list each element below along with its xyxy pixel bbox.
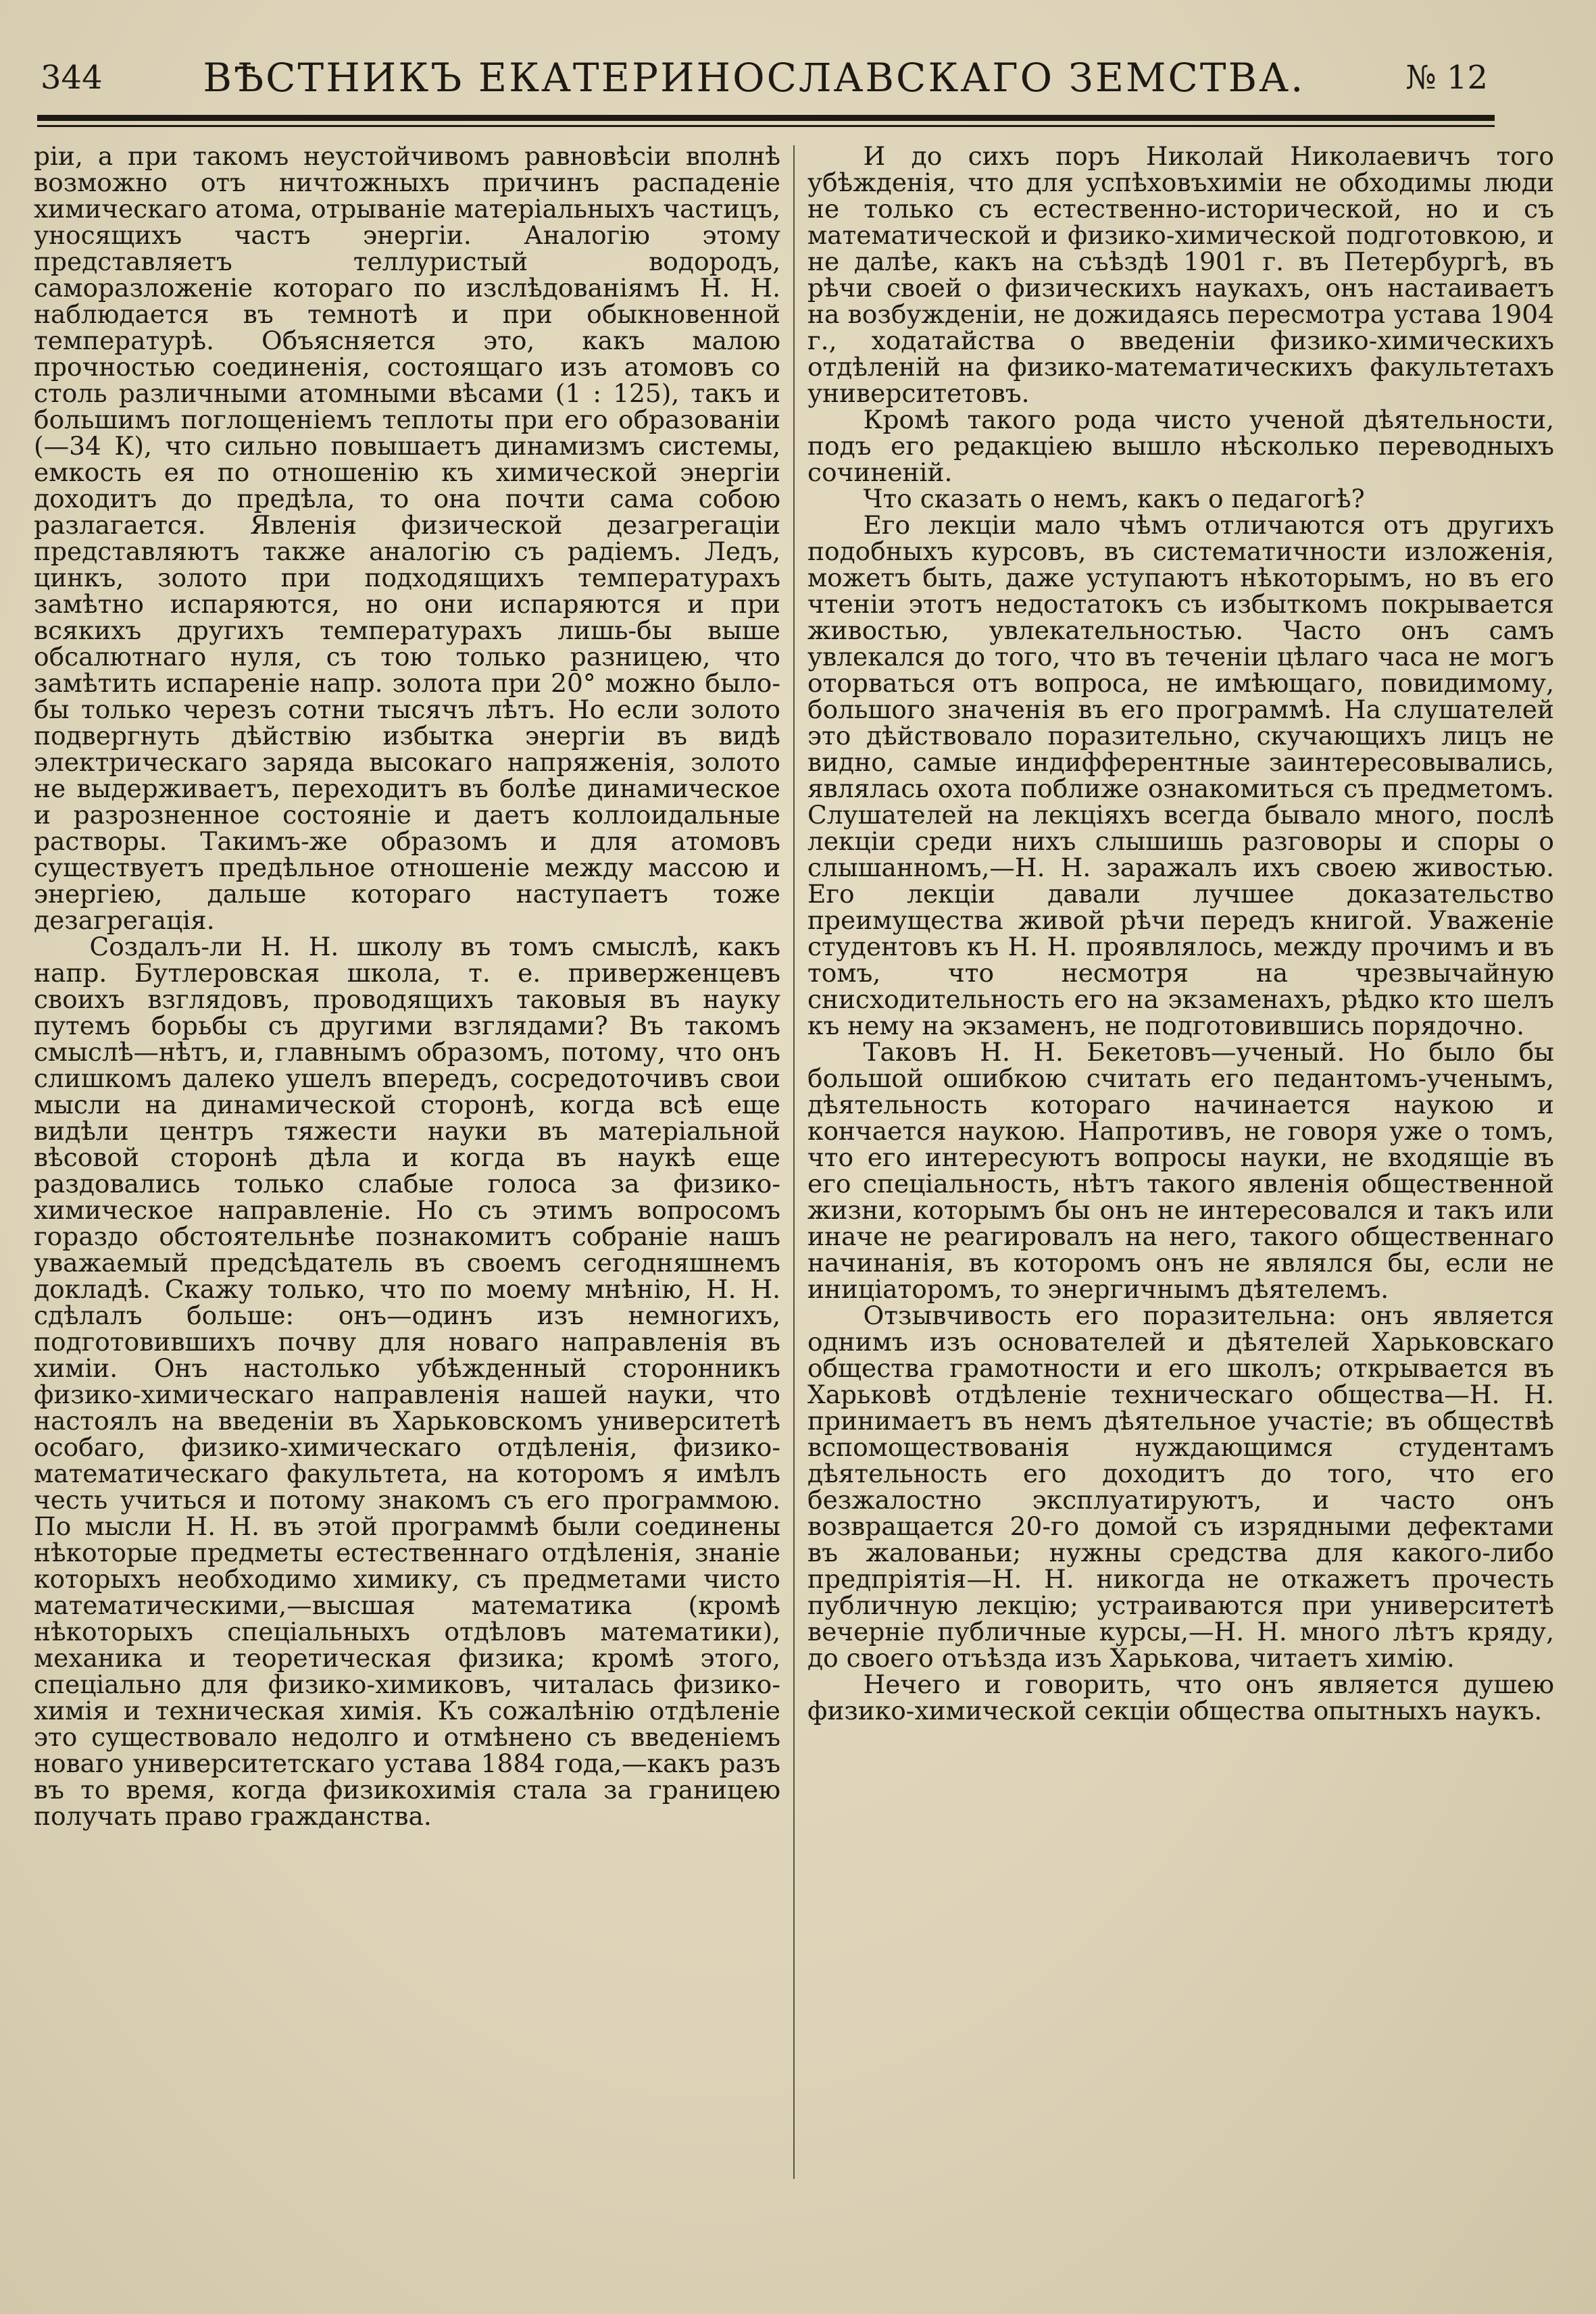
paragraph: Кромѣ такого рода чисто ученой дѣятельности, подъ его редакціею вышло нѣсколько переводныхъ сочиненій. bbox=[807, 405, 1554, 487]
column-divider bbox=[793, 145, 795, 2179]
paragraph: И до сихъ поръ Николай Николаевичъ того убѣжденія, что для успѣховъхиміи не обходимы люди не только съ естественно-исторической, но и съ математической и физико-химической подготовкою, и не далѣе, какъ на съѣздѣ 1901 г. въ Петербургѣ, въ рѣчи своей о физическихъ наукахъ, онъ настаиваетъ на возбужденіи, не дожидаясь пересмотра устава 1904 г., ходатайства о введеніи физико-химическихъ отдѣленій на физико-математическихъ факультетахъ университетовъ. bbox=[807, 141, 1554, 408]
header-rule-thin bbox=[37, 125, 1495, 127]
paragraph: Что сказать о немъ, какъ о педагогѣ? bbox=[863, 484, 1365, 513]
paragraph: Нечего и говорить, что онъ является душею физико-химической секціи общества опытныхъ наукъ. bbox=[807, 1669, 1554, 1726]
paragraph: Отзывчивость его поразительна: онъ является однимъ изъ основателей и дѣятелей Харьковскаго общества грамотности и его школъ; открывается въ Харьковѣ отдѣленіе техническаго общества—Н. Н. принимаетъ въ немъ дѣятельное участіе; въ обществѣ вспомоществованія нуждающимся студентамъ дѣятельность его доходитъ до того, что его безжалостно эксплуатируютъ, и часто онъ возвращается 20-го домой съ изрядными дефектами въ жалованьи; нужны средства для какого-либо предпріятія—Н. Н. никогда не откажетъ прочесть публичную лекцію; устраиваются при университетѣ вечерніе публичные курсы,—Н. Н. много лѣтъ кряду, до своего отъѣзда изъ Харькова, читаетъ химію. bbox=[807, 1301, 1554, 1673]
issue-number: № 12 bbox=[1405, 59, 1488, 97]
page-header bbox=[41, 47, 1488, 108]
paragraph: Создалъ-ли Н. Н. школу въ томъ смыслѣ, какъ напр. Бутлеровская школа, т. е. приверженцевъ своихъ взглядовъ, проводящихъ таковыя въ науку путемъ борьбы съ другими взглядами? Въ такомъ смыслѣ—нѣтъ, и, главнымъ образомъ, потому, что онъ слишкомъ далеко ушелъ впередъ, сосредоточивъ свои мысли на динамической сторонѣ, когда всѣ еще видѣли центръ тяжести науки въ матеріальной вѣсовой сторонѣ дѣла и когда въ наукѣ еще раздовались только слабые голоса за физико-химическое направленіе. Но съ этимъ вопросомъ гораздо обстоятельнѣе познакомитъ собраніе нашъ уважаемый предсѣдатель въ своемъ сегодняшнемъ докладѣ. Скажу только, что по моему мнѣнію, Н. Н. сдѣлалъ больше: онъ—одинъ изъ немногихъ, подготовившихъ почву для новаго направленія въ химіи. Онъ настолько убѣжденный сторонникъ физико-химическаго направленія нашей науки, что настоялъ на введеніи въ Харьковскомъ университетѣ особаго, физико-химическаго отдѣленія, физико-математическаго факультета, на которомъ я имѣлъ честь учиться и потому знакомъ съ его программою. По мысли Н. Н. въ этой программѣ были соединены нѣкоторые предметы естественнаго отдѣленія, знаніе которыхъ необходимо химику, съ предметами чисто математическими,—высшая математика (кромѣ нѣкоторыхъ спеціальныхъ отдѣловъ математики), механика и теоретическая физика; кромѣ этого, спеціально для физико-химиковъ, читалась физико-химія и техническая химія. Къ сожалѣнію отдѣленіе это существовало недолго и отмѣнено съ введеніемъ новаго университетскаго устава 1884 года,—какъ разъ въ то время, когда физикохимія стала за границею получать право гражданства. bbox=[34, 932, 780, 1831]
header-rule-thick bbox=[37, 115, 1495, 121]
paragraph: Таковъ Н. Н. Бекетовъ—ученый. Но было бы большой ошибкою считать его педантомъ-ученымъ, дѣятельность котораго начинается наукою и кончается наукою. Напротивъ, не говоря уже о томъ, что его интересуютъ вопросы науки, не входящіе въ его спеціальность, нѣтъ такого явленія общественной жизни, которымъ бы онъ не интересовался и такъ или иначе не реагировалъ на него, такого общественнаго начинанія, въ которомъ онъ не являлся бы, если не иниціаторомъ, то энергичнымъ дѣятелемъ. bbox=[807, 1037, 1554, 1304]
paragraph: Его лекціи мало чѣмъ отличаются отъ другихъ подобныхъ курсовъ, въ систематичности изложенія, можетъ быть, даже уступаютъ нѣкоторымъ, но въ его чтеніи этотъ недостатокъ съ избыткомъ покрывается живостью, увлекательностью. Часто онъ самъ увлекался до того, что въ теченіи цѣлаго часа не могъ оторваться отъ вопроса, не имѣющаго, повидимому, большого значенія въ его программѣ. На слушателей это дѣйствовало поразительно, скучающихъ лицъ не видно, самые индифферентные заинтересовывались, являлась охота поближе ознакомиться съ предметомъ. Слушателей на лекціяхъ всегда бывало много, послѣ лекціи среди нихъ слышишь разговоры и споры о слышанномъ,—Н. Н. заражалъ ихъ своею живостью. Его лекціи давали лучшее доказательство преимущества живой рѣчи передъ книгой. Уваженіе студентовъ къ Н. Н. проявлялось, между прочимъ и въ томъ, что несмотря на чрезвычайную снисходительность его на экзаменахъ, рѣдко кто шелъ къ нему на экзаменъ, не подготовившись порядочно. bbox=[807, 510, 1554, 1040]
right-column bbox=[807, 143, 1554, 1724]
paragraph: ріи, а при такомъ неустойчивомъ равновѣсіи вполнѣ возможно отъ ничтожныхъ причинъ распаденіе химическаго атома, отрываніе матеріальныхъ частицъ, уносящихъ частъ энергіи. Аналогію этому представляетъ теллуристый водородъ, саморазложеніе котораго по изслѣдованіямъ Н. Н. наблюдается въ темнотѣ и при обыкновенной температурѣ. Объясняется это, какъ малою прочностью соединенія, состоящаго изъ атомовъ со столь различными атомными вѣсами (1 : 125), такъ и большимъ поглощеніемъ теплоты при его образованіи (—34 К), что сильно повышаетъ динамизмъ системы, емкость ея по отношенію къ химической энергіи доходитъ до предѣла, то она почти сама собою разлагается. Явленія физической дезагрегаціи представляютъ также аналогію съ радіемъ. Ледъ, цинкъ, золото при подходящихъ температурахъ замѣтно испаряются, но они испаряются и при всякихъ другихъ температурахъ лишь-бы выше обсалютнаго нуля, съ тою только разницею, что замѣтить испареніе напр. золота при 20° можно было-бы только черезъ сотни тысячъ лѣтъ. Но если золото подвергнуть дѣйствію избытка энергіи въ видѣ электрическаго заряда высокаго напряженія, золото не выдерживаетъ, переходитъ въ болѣе динамическое и разрозненное состояніе и даетъ коллоидальные растворы. Такимъ-же образомъ и для атомовъ существуетъ предѣльное отношеніе между массою и энергіею, дальше котораго наступаетъ тоже дезагрегація. bbox=[34, 141, 780, 935]
journal-title: ВѢСТНИКЪ ЕКАТЕРИНОСЛАВСКАГО ЗЕМСТВА. bbox=[203, 55, 1305, 101]
left-column bbox=[34, 143, 780, 1830]
page-number: 344 bbox=[41, 59, 103, 97]
